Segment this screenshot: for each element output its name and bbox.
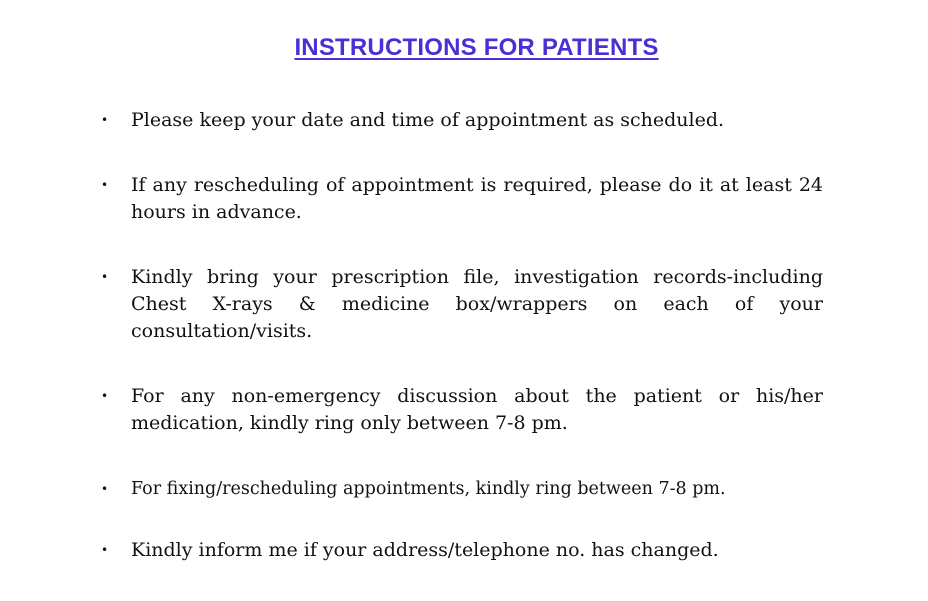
instruction-text: For any non-emergency discussion about the patient or his/her medication, kindly ring only between 7-8 pm. [131,385,823,434]
instruction-text: Kindly bring your prescription file, investigation records-including Chest X-rays & medicine box/wrappers on each of your consultation/visits. [131,266,823,342]
bullet-icon: • [101,270,109,284]
bullet-icon: • [101,482,109,496]
bullet-icon: • [101,178,109,192]
page-title: INSTRUCTIONS FOR PATIENTS [294,34,659,61]
bullet-icon: • [101,113,109,127]
instruction-text: For fixing/rescheduling appointments, kindly ring between 7-8 pm. [131,479,726,499]
bullet-icon: • [101,543,109,557]
bullet-icon: • [101,389,109,403]
instruction-text: If any rescheduling of appointment is required, please do it at least 24 hours in advance. [131,174,823,223]
instruction-text: Kindly inform me if your address/telephone no. has changed. [131,539,719,561]
instruction-text: Please keep your date and time of appointment as scheduled. [131,109,725,131]
